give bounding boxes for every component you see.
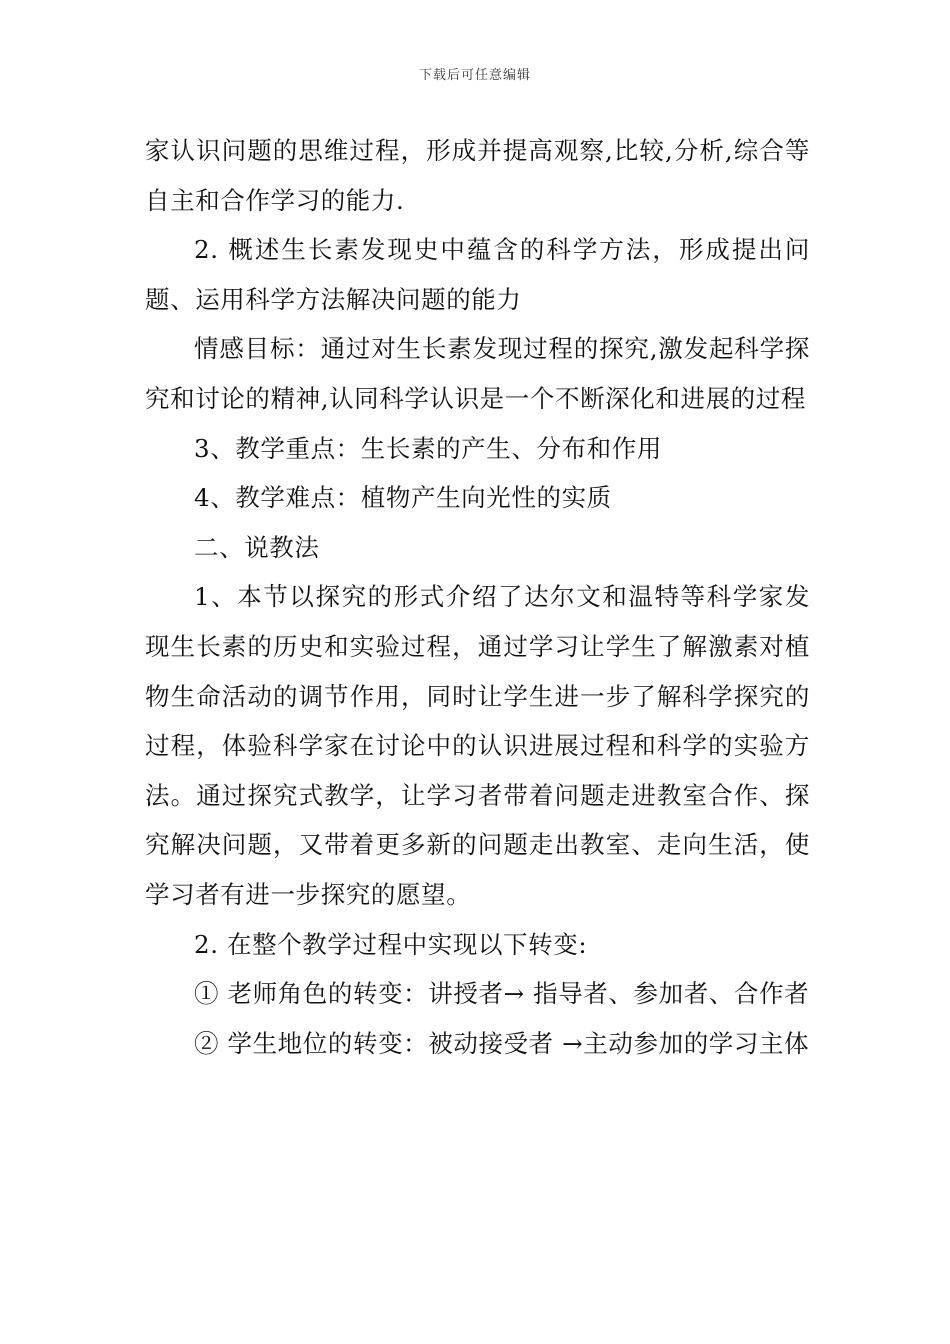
page-header: 下载后可任意编辑 <box>418 68 531 83</box>
paragraph-teaching-difficulty: 4、教学难点：植物产生向光性的实质 <box>194 483 612 513</box>
paragraph-teaching-method-1: 1、本节以探究的形式介绍了达尔文和温特等科学家发现生长素的历史和实验过程，通过学习让学生了解激素对植物生命活动的调节作用，同时让学生进一步了解科学探究的过程，体验科学家在讨论中的认识进展过程和科学的实验方法。通过探究式教学，让学习者带着问题走进教室合作、探究解决问题，又带着更多新的问题走出教室、走向生活，使学习者有进一步探究的愿望。 <box>145 582 810 909</box>
paragraph-continued: 家认识问题的思维过程，形成并提高观察,比较,分析,综合等自主和合作学习的能力. <box>145 136 810 215</box>
paragraph-teaching-key-point: 3、教学重点：生长素的产生、分布和作用 <box>194 433 662 463</box>
paragraph-teaching-method-2: 2. 在整个教学过程中实现以下转变: <box>194 929 588 959</box>
section-heading-teaching-method: 二、说教法 <box>194 532 320 562</box>
paragraph-student-role: ② 学生地位的转变：被动接受者 →主动参加的学习主体 <box>194 1028 810 1058</box>
document-body <box>145 126 810 1068</box>
paragraph-method-objective: 2. 概述生长素发现史中蕴含的科学方法，形成提出问题、运用科学方法解决问题的能力 <box>145 235 810 314</box>
paragraph-emotional-objective: 情感目标：通过对生长素发现过程的探究,激发起科学探究和讨论的精神,认同科学认识是一个不断深化和进展的过程 <box>145 334 810 413</box>
paragraph-teacher-role: ① 老师角色的转变：讲授者→ 指导者、参加者、合作者 <box>194 979 810 1009</box>
